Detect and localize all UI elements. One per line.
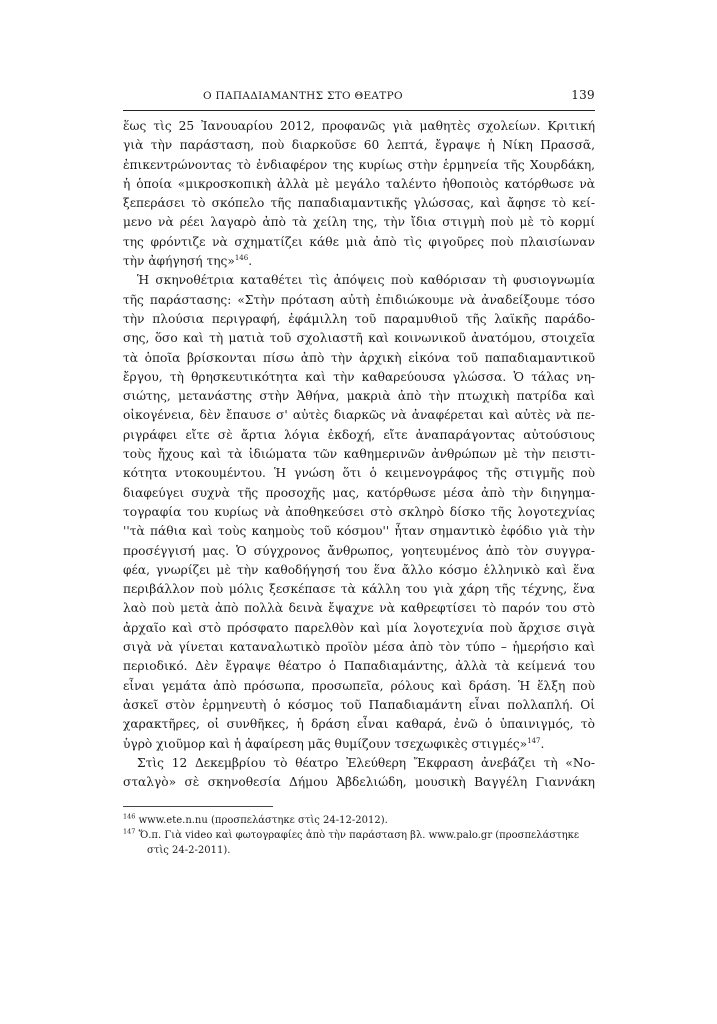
text-line: τογραφία του κυρίως νὰ ἀποθηκεύσει στὸ σκληρὸ δίσκο τῆς λογοτεχνίας xyxy=(123,504,595,519)
text-line: τὰ ὁποῖα βρίσκονται πίσω ἀπὸ τὴν ἀρχικὴ εἰκόνα τοῦ παπαδιαμαντικοῦ xyxy=(123,350,595,365)
text-line xyxy=(123,735,595,754)
text-line: διαφεύγει συχνὰ τῆς προσοχῆς μας, κατόρθωσε μέσα ἀπὸ τὴν διηγημα- xyxy=(123,485,595,500)
text-line: ''τὰ πάθια καὶ τοὺς καημοὺς τοῦ κόσμου'' ἦταν σημαντικὸ ἐφόδιο γιὰ τὴν xyxy=(123,524,595,539)
line-text: ὑγρὸ χιοῦμορ καὶ ἡ ἀφαίρεση μᾶς θυμίζουν τσεχωφικὲς στιγμές» xyxy=(123,736,528,751)
text-line: σταλγὸ» σὲ σκηνοθεσία Δήμου Ἀβδελιώδη, μουσικὴ Βαγγέλη Γιαννάκη xyxy=(123,775,595,790)
text-line: προσέγγισή μας. Ὁ σύγχρονος ἄνθρωπος, γοητευμένος ἀπὸ τὸν συγγρα- xyxy=(123,543,595,558)
text-line: ἀρχαῖο καὶ στὸ πρόσφατο παρελθὸν καὶ μία λογοτεχνία ποὺ ἄρχισε σιγὰ xyxy=(123,620,595,635)
footnote-reference: 146 xyxy=(234,254,249,263)
text-line: οἰκογένεια, δὲν ἔπαυσε σ' αὐτὲς διαρκῶς νὰ ἀναφέρεται καὶ αὐτὲς νὰ πε- xyxy=(123,408,595,423)
book-page xyxy=(123,88,595,858)
text-line: μενο νὰ ρέει λαγαρὸ ἀπὸ τὰ χείλη της, τὴν ἴδια στιγμὴ ποὺ μὲ τὸ κορμί xyxy=(123,215,595,230)
text-line: τὴν πλούσια περιγραφή, ἐφάμιλλη τοῦ παραμυθιοῦ τῆς λαϊκῆς παράδο- xyxy=(123,311,595,326)
text-line: γιὰ τὴν παράσταση, ποὺ διαρκοῦσε 60 λεπτά, ἔγραψε ἡ Νίκη Πρασσᾶ, xyxy=(123,138,595,153)
text-line: Ἡ σκηνοθέτρια καταθέτει τὶς ἀπόψεις ποὺ καθόρισαν τὴ φυσιογνωμία xyxy=(137,273,595,288)
text-line: σιγὰ νὰ γίνεται καταναλωτικὸ προϊὸν μέσα ἀπὸ τὸν τύπο – ἡμερήσιο καὶ xyxy=(123,640,595,655)
footnote xyxy=(123,828,595,843)
sentence-end: . xyxy=(248,254,253,269)
paragraph-2 xyxy=(123,271,595,753)
text-line: ἀσκεῖ στὸν ἑρμηνευτὴ ὁ κόσμος τοῦ Παπαδιαμάντη εἶναι πολλαπλή. Οἱ xyxy=(123,697,595,712)
footnote-number: 147 xyxy=(123,828,136,837)
text-line: Στὶς 12 Δεκεμβρίου τὸ θέατρο Ἐλεύθερη Ἔκφραση ἀνεβάζει τὴ «Νο- xyxy=(137,755,595,770)
text-line: τῆς παράστασης: «Στὴν πρόταση αὐτὴ ἐπιδιώκουμε νὰ ἀναδείξουμε τόσο xyxy=(123,292,595,307)
running-head xyxy=(123,88,595,106)
footnote-text: Ὅ.π. Γιὰ video καὶ φωτογραφίες ἀπὸ τὴν παράσταση βλ. www.palo.gr (προσπελάστηκε xyxy=(138,830,580,842)
text-line: ἐπικεντρώνοντας τὸ ἐνδιαφέρον της κυρίως στὴν ἑρμηνεία τῆς Χουρδάκη, xyxy=(123,157,595,172)
page-number: 139 xyxy=(571,88,595,102)
running-title: Ο ΠΑΠΑΔΙΑΜΑΝΤΗΣ ΣΤΟ ΘΕΑΤΡΟ xyxy=(203,90,403,102)
text-line: ἡ ὁποία «μικροσκοπικὴ ἀλλὰ μὲ μεγάλο ταλέντο ἠθοποιὸς κατόρθωσε νὰ xyxy=(123,176,595,191)
paragraph-1 xyxy=(123,117,595,271)
header-rule xyxy=(123,110,595,111)
text-line: σιώτης, μετανάστης στὴν Ἀθήνα, μακριὰ ἀπὸ τὴν πτωχικὴ πατρίδα καὶ xyxy=(123,389,595,404)
footnote-reference: 147 xyxy=(527,736,541,745)
text-line: της φρόντιζε νὰ σχηματίζει κάθε μιὰ ἀπὸ τὶς φιγοῦρες ποὺ πλαισίωναν xyxy=(123,234,595,249)
sentence-end: . xyxy=(540,736,545,751)
text-line: σης, ὅσο καὶ τὴ ματιὰ τοῦ σχολιαστῆ καὶ κοινωνικοῦ ἀνατόμου, στοιχεῖα xyxy=(123,331,595,346)
footnote-text: www.ete.n.nu (προσπελάστηκε στὶς 24-12-2012). xyxy=(138,815,388,827)
line-text: τὴν ἀφήγησή της» xyxy=(123,254,235,269)
paragraph-3 xyxy=(123,754,595,793)
text-line: τοὺς ἤχους καὶ τὰ ἰδιώματα τῶν καθημερινῶν ἀνθρώπων μὲ τὴν πειστι- xyxy=(123,447,595,462)
text-line: κότητα ντοκουμέντου. Ἡ γνώση ὅτι ὁ κειμενογράφος τῆς στιγμῆς ποὺ xyxy=(123,466,595,481)
text-line: ξεπεράσει τὸ σκόπελο τῆς παπαδιαμαντικῆς γλώσσας, καὶ ἄφησε τὸ κεί- xyxy=(123,196,595,211)
footnote-rule xyxy=(123,806,273,807)
footnote-continuation: στὶς 24-2-2011). xyxy=(147,845,231,857)
text-line: λαὸ ποὺ μετὰ ἀπὸ πολλὰ δεινὰ ἔψαχνε νὰ καθρεφτίσει τὸ παρόν του στὸ xyxy=(123,601,595,616)
text-line: ἕως τὶς 25 Ἰανουαρίου 2012, προφανῶς γιὰ μαθητὲς σχολείων. Κριτική xyxy=(123,119,595,133)
footnotes xyxy=(123,813,595,858)
footnote-number: 146 xyxy=(123,813,136,822)
text-line: περιοδικό. Δὲν ἔγραψε θέατρο ὁ Παπαδιαμάντης, ἀλλὰ τὰ κείμενά του xyxy=(123,659,595,674)
text-line: περιβάλλον ποὺ μόλις ξεσκέπασε τὰ κάλλη του γιὰ χάρη τῆς τέχνης, ἕνα xyxy=(123,582,595,597)
footnote xyxy=(123,813,595,828)
body-text xyxy=(123,117,595,792)
text-line xyxy=(123,252,595,271)
text-line: φέα, γνωρίζει μὲ τὴν καθοδήγησή του ἕνα ἄλλο κόσμο ἑλληνικὸ καὶ ἕνα xyxy=(123,562,595,577)
text-line: εἶναι γεμάτα ἀπὸ πρόσωπα, προσωπεῖα, ρόλους καὶ δράση. Ἡ ἕλξη ποὺ xyxy=(123,678,595,693)
text-line: ριγράφει εἴτε σὲ ἄρτια λόγια ἐκδοχή, εἴτε ἀναπαράγοντας αὐτούσιους xyxy=(123,427,595,442)
text-line: χαρακτῆρες, οἱ συνθῆκες, ἡ δράση εἶναι καθαρά, ἐνῶ ὁ ὑπαινιγμός, τὸ xyxy=(123,717,595,732)
text-line: ἔργου, τὴ θρησκευτικότητα καὶ τὴν καθαρεύουσα γλώσσα. Ὁ τάλας νη- xyxy=(123,369,595,384)
